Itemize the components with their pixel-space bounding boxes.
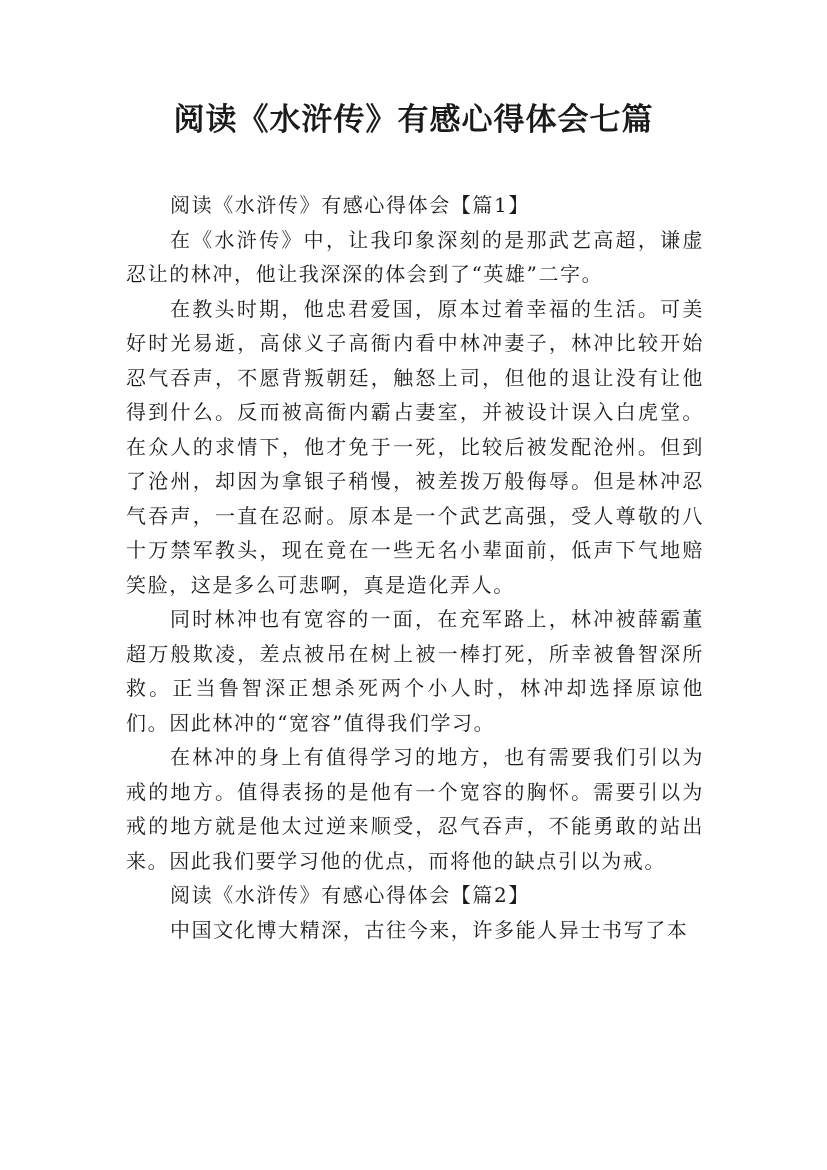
document-body [126,188,704,947]
paragraph: 同时林冲也有宽容的一面，在充军路上，林冲被薛霸董超万般欺凌，差点被吊在树上被一棒打死，所幸被鲁智深所救。正当鲁智深正想杀死两个小人时，林冲却选择原谅他们。因此林冲的“宽容”值得我们学习。 [126,607,704,735]
section-heading: 阅读《水浒传》有感心得体会【篇1】 [170,193,530,217]
paragraph: 在林冲的身上有值得学习的地方，也有需要我们引以为戒的地方。值得表扬的是他有一个宽容的胸怀。需要引以为戒的地方就是他太过逆来顺受，忍气吞声，不能勇敢的站出来。因此我们要学习他的优点，而将他的缺点引以为戒。 [126,745,704,873]
paragraph: 中国文化博大精深，古往今来，许多能人异士书写了本 [170,917,689,942]
document-title: 阅读《水浒传》有感心得体会七篇 [173,102,654,138]
paragraph: 在《水浒传》中，让我印象深刻的是那武艺高超，谦虚忍让的林冲，他让我深深的体会到了“英雄”二字。 [126,227,704,286]
section-heading: 阅读《水浒传》有感心得体会【篇2】 [170,883,530,907]
paragraph: 在教头时期，他忠君爱国，原本过着幸福的生活。可美好时光易逝，高俅义子高衙内看中林冲妻子，林冲比较开始忍气吞声，不愿背叛朝廷，触怒上司，但他的退让没有让他得到什么。反而被高衙内霸占妻室，并被设计误入白虎堂。在众人的求情下，他才免于一死，比较后被发配沧州。但到了沧州，却因为拿银子稍慢，被差拨万般侮辱。但是林冲忍气吞声，一直在忍耐。原本是一个武艺高强，受人尊敬的八十万禁军教头，现在竟在一些无名小辈面前，低声下气地赔笑脸，这是多么可悲啊，真是造化弄人。 [126,296,704,597]
